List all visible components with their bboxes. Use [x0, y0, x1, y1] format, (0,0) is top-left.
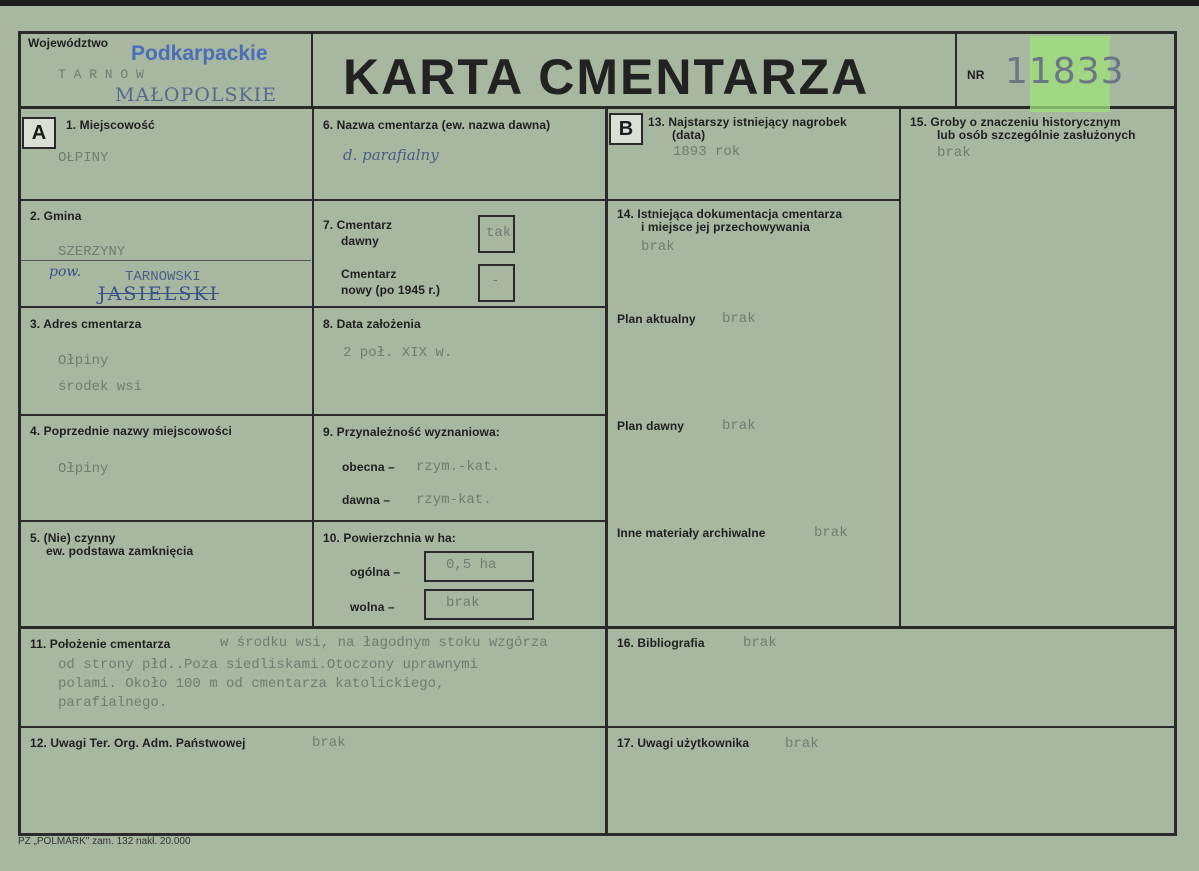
field-10-label: 10. Powierzchnia w ha: — [323, 531, 456, 545]
plan-old-label: Plan dawny — [617, 419, 685, 433]
field-17-value: brak — [785, 736, 819, 752]
field-2-value: SZERZYNY — [58, 244, 126, 260]
field-5-label: 5. (Nie) czynny — [30, 531, 116, 545]
field-14-label: 14. Istniejąca dokumentacja cmentarza — [617, 207, 843, 221]
header-divider-1 — [311, 31, 313, 109]
row-rule-3 — [18, 414, 607, 416]
col-divider-3 — [899, 106, 901, 628]
field-8-value: 2 poł. XIX w. — [343, 345, 453, 361]
page-title: KARTA CMENTARZA — [343, 49, 870, 105]
field-7-new-value: - — [491, 273, 500, 289]
frame-left — [18, 31, 21, 836]
row-rule-4 — [18, 520, 607, 522]
field-11-line2: od strony płd..Poza siedliskami.Otoczony uprawnymi — [58, 657, 479, 673]
field-11-label: 11. Położenie cmentarza — [30, 637, 171, 651]
voivodeship-label: Województwo — [28, 36, 109, 50]
field-11-line4: parafialnego. — [58, 695, 168, 711]
field-7-label-old-2: dawny — [341, 234, 379, 248]
field-9-current-label: obecna – — [342, 460, 395, 474]
field-13-label: 13. Najstarszy istniejący nagrobek — [648, 115, 847, 129]
field-7-old-value: tak — [486, 225, 512, 241]
field-14-value: brak — [641, 239, 675, 255]
voivodeship-typed: T A R N O W — [58, 67, 144, 82]
field-3-value-line2: środek wsi — [58, 379, 143, 395]
field-7-label-old: 7. Cmentarz — [323, 218, 393, 232]
other-archives-label: Inne materiały archiwalne — [617, 526, 766, 540]
field-16-label: 16. Bibliografia — [617, 636, 705, 650]
plan-current-value: brak — [722, 311, 756, 327]
field-9-former-value: rzym-kat. — [416, 492, 492, 508]
field-1-value: OŁPINY — [58, 150, 109, 166]
field-6-value: d. parafialny — [343, 146, 439, 164]
field-2-pow-hand: JASIELSKI — [98, 283, 220, 305]
col-divider-1 — [312, 106, 314, 628]
field-8-label: 8. Data założenia — [323, 317, 421, 331]
field-10-free-label: wolna – — [350, 600, 395, 614]
print-info: PZ „POLMARK" zam. 132 nakł. 20.000 — [18, 836, 191, 847]
field-11-line1: w środku wsi, na łagodnym stoku wzgórza — [220, 635, 548, 651]
field-7-label-new-2: nowy (po 1945 r.) — [341, 283, 441, 297]
frame-right — [1174, 31, 1177, 836]
field-11-line3: polami. Około 100 m od cmentarza katolickiego, — [58, 676, 445, 692]
field-12-value: brak — [312, 735, 346, 751]
field-15-sublabel: lub osób szczególnie zasłużonych — [937, 128, 1136, 142]
header-rule — [18, 106, 1177, 109]
field-13-sublabel: (data) — [672, 128, 706, 142]
frame-top — [18, 31, 1176, 34]
section-a-marker: A — [22, 117, 56, 149]
row-rule-6 — [18, 726, 1177, 728]
field-3-label: 3. Adres cmentarza — [30, 317, 142, 331]
col-divider-2 — [605, 106, 608, 833]
nr-label: NR — [967, 68, 985, 82]
nr-value: 11833 — [1005, 51, 1125, 92]
row-rule-5 — [18, 626, 1177, 629]
field-4-value: Ołpiny — [58, 461, 109, 477]
field-12-label: 12. Uwagi Ter. Org. Adm. Państwowej — [30, 736, 246, 750]
frame-bottom — [18, 833, 1177, 836]
field-9-current-value: rzym.-kat. — [416, 459, 501, 475]
field-17-label: 17. Uwagi użytkownika — [617, 736, 750, 750]
cemetery-card — [0, 6, 1199, 871]
field-5-sublabel: ew. podstawa zamknięcia — [46, 544, 194, 558]
field-13-value: 1893 rok — [673, 144, 741, 160]
field-15-value: brak — [937, 145, 971, 161]
field-1-label: 1. Miejscowość — [66, 118, 155, 132]
other-archives-value: brak — [814, 525, 848, 541]
field-16-value: brak — [743, 635, 777, 651]
field-9-label: 9. Przynależność wyznaniowa: — [323, 425, 500, 439]
field-10-total-label: ogólna – — [350, 565, 401, 579]
field-10-free-value: brak — [446, 595, 480, 611]
field-14-sublabel: i miejsce jej przechowywania — [641, 220, 810, 234]
field-4-label: 4. Poprzednie nazwy miejscowości — [30, 424, 232, 438]
header-divider-2 — [955, 31, 957, 109]
field-6-label: 6. Nazwa cmentarza (ew. nazwa dawna) — [323, 118, 551, 132]
voivodeship-stamp: Podkarpackie — [131, 42, 268, 65]
row-rule-1 — [18, 199, 607, 201]
plan-current-label: Plan aktualny — [617, 312, 696, 326]
voivodeship-hand: MAŁOPOLSKIE — [115, 84, 278, 106]
field-7-label-new: Cmentarz — [341, 267, 397, 281]
field-2-label: 2. Gmina — [30, 209, 82, 223]
field-2-pow-typed: TARNOWSKI — [125, 269, 201, 285]
row-rule-2 — [18, 306, 607, 308]
field-2-pow-prefix: pow. — [49, 264, 82, 280]
plan-old-value: brak — [722, 418, 756, 434]
field-10-total-value: 0,5 ha — [446, 557, 497, 573]
field-9-former-label: dawna – — [342, 493, 391, 507]
row-rule-b — [605, 199, 901, 201]
field-15-label: 15. Groby o znaczeniu historycznym — [910, 115, 1121, 129]
field-3-value-line1: Ołpiny — [58, 353, 109, 369]
section-b-marker: B — [609, 113, 643, 145]
